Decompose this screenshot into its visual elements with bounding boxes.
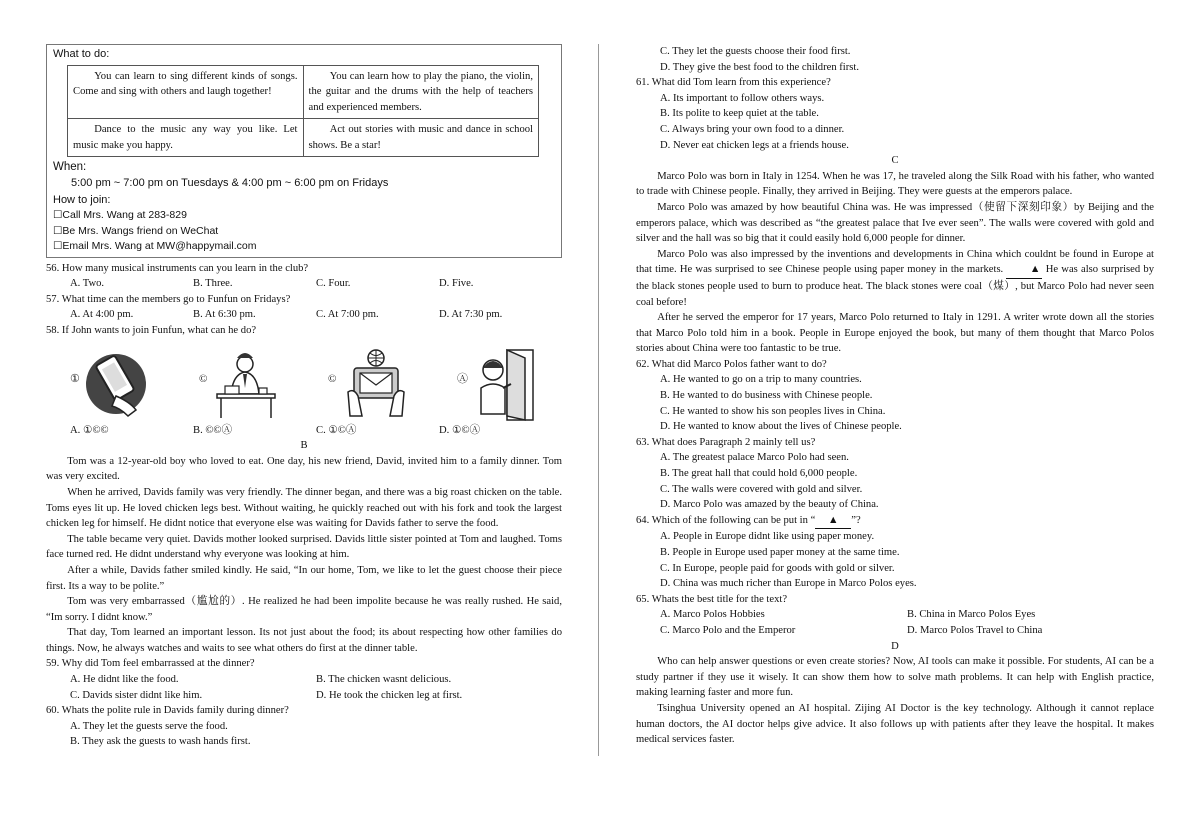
option-a[interactable]: A. The greatest palace Marco Polo had seen. <box>660 452 849 464</box>
options <box>636 607 1154 623</box>
option-b[interactable]: B. He wanted to do business with Chinese people. <box>660 390 873 402</box>
question-64 <box>636 513 1154 592</box>
what-to-do-label: What to do: <box>53 48 110 60</box>
option-d[interactable]: D. At 7:30 pm. <box>439 309 503 321</box>
picture-label: Ⓐ <box>457 372 468 385</box>
paragraph: That day, Tom learned an important lesson. Its not just about the food; its about respecting how other families do things. Now, he always watches and waits to see what others do first at the dinner table. <box>46 627 562 654</box>
picture-row <box>46 343 562 423</box>
section-letter-b: B <box>300 440 308 452</box>
question-stem: 61. What did Tom learn from this experience? <box>636 77 831 89</box>
email-tablet-icon <box>344 348 408 420</box>
option-b[interactable]: B. ©©Ⓐ <box>193 424 233 436</box>
activity-cell: You can learn how to play the piano, the violin, the guitar and the drums with the help of teachers and experienced members. <box>303 65 539 119</box>
option-b[interactable]: B. Three. <box>193 278 233 290</box>
question-59 <box>46 656 562 703</box>
left-column <box>46 44 562 750</box>
question-stem: 58. If John wants to join Funfun, what can he do? <box>46 324 257 336</box>
option-d[interactable]: D. China was much richer than Europe in Marco Polos eyes. <box>660 578 917 590</box>
picture-calling <box>175 344 304 422</box>
option-c[interactable]: C. He wanted to show his son peoples lives in China. <box>660 405 886 417</box>
option-d[interactable]: D. Five. <box>439 278 474 290</box>
option-d[interactable]: D. They give the best food to the children first. <box>660 61 859 73</box>
paragraph: Marco Polo was born in Italy in 1254. When he was 17, he traveled along the Silk Road with his father, who wanted to trade with Chinese people. Finally, they arrived in Beijing. They were guests at the emperors palace. <box>636 170 1154 198</box>
join-method: ☐Be Mrs. Wangs friend on WeChat <box>53 224 219 237</box>
question-stem: 60. Whats the polite rule in Davids family during dinner? <box>46 705 289 717</box>
paragraph: Tom was a 12-year-old boy who loved to eat. One day, his new friend, David, invited him to a family dinner. Tom was very excited. <box>46 455 562 483</box>
question-stem: 56. How many musical instruments can you learn in the club? <box>46 262 309 274</box>
option-a[interactable]: A. Marco Polos Hobbies <box>660 609 765 621</box>
passage-d <box>636 654 1154 748</box>
boy-door-icon <box>473 348 537 422</box>
picture-label: © <box>328 372 337 385</box>
paragraph <box>636 247 1154 310</box>
option-b[interactable]: B. China in Marco Polos Eyes <box>907 609 1036 621</box>
options <box>46 672 562 688</box>
paragraph: Tsinghua University opened an AI hospital. Zijing AI Doctor is the key technology. Although it cannot replace human doctors, the AI doctor helps give advice. It also follows up with patients after they leave the hospital. It makes medical services faster. <box>636 702 1154 746</box>
section-letter-d: D <box>891 640 899 652</box>
option-c[interactable]: C. ①©Ⓐ <box>316 424 357 436</box>
how-to-join-label: How to join: <box>53 194 111 207</box>
phone-hand-icon <box>86 348 150 418</box>
club-ad-box <box>46 44 562 258</box>
option-d[interactable]: D. Marco Polo was amazed by the beauty of China. <box>660 499 879 511</box>
option-d[interactable]: D. Marco Polos Travel to China <box>907 624 1043 636</box>
options <box>46 276 562 292</box>
options <box>636 623 1154 639</box>
option-b[interactable]: B. The great hall that could hold 6,000 people. <box>660 468 858 480</box>
join-method: ☐Email Mrs. Wang at MW@happymail.com <box>53 240 257 253</box>
question-stem: 64. Which of the following can be put in “ ▲ ”? <box>636 513 1154 530</box>
picture-label: © <box>199 372 208 385</box>
option-a[interactable]: A. People in Europe didnt like using paper money. <box>660 531 875 543</box>
options <box>46 688 562 704</box>
when-text: 5:00 pm ~ 7:00 pm on Tuesdays & 4:00 pm ~ 6:00 pm on Fridays <box>71 177 389 190</box>
question-stem: 63. What does Paragraph 2 mainly tell us? <box>636 436 816 448</box>
question-stem: 57. What time can the members go to Funfun on Fridays? <box>46 293 291 305</box>
question-61 <box>636 75 1154 153</box>
option-a[interactable]: A. They let the guests serve the food. <box>70 720 228 732</box>
paragraph: After a while, Davids father smiled kindly. He said, “In our home, Tom, we like to let the guest choose their piece first. Its a way to be polite.” <box>46 564 562 592</box>
option-c[interactable]: C. Davids sister didnt like him. <box>70 689 203 701</box>
option-d[interactable]: D. Never eat chicken legs at a friends house. <box>660 139 849 151</box>
question-stem: 59. Why did Tom feel embarrassed at the dinner? <box>46 658 255 670</box>
option-b[interactable]: B. The chicken wasnt delicious. <box>316 674 452 686</box>
option-c[interactable]: C. They let the guests choose their food first. <box>660 46 851 57</box>
column-divider <box>598 44 599 756</box>
passage-c <box>636 169 1154 357</box>
paragraph: Tom was very embarrassed（尴尬的）. He realized he had been impolite because he was really rushed. He said, “Im sorry. I didnt know.” <box>46 596 562 623</box>
paragraph: After he served the emperor for 17 years, Marco Polo returned to Italy in 1291. A writer wrote down all the stories that Marco Polo told him in a book. People in Europe enjoyed the book, but many of them thought that Marco Polos stories about China were too fantastic to be true. <box>636 312 1154 355</box>
option-d[interactable]: D. ①©Ⓐ <box>439 424 481 436</box>
option-a[interactable]: A. He wanted to go on a trip to many countries. <box>660 374 862 386</box>
section-letter-c: C <box>891 155 899 167</box>
question-57 <box>46 292 562 323</box>
option-a[interactable]: A. ①©© <box>70 424 109 436</box>
paragraph: Marco Polo was amazed by how beautiful China was. He was impressed（使留下深刻印象）by Beijing and the emperors palace, which was described as “the greatest palace that Ive ever seen”. The walls were covered with gold and silver and the hall was so big that it could easily hold 6,000 people for dinner. <box>636 201 1154 245</box>
right-column <box>636 44 1154 748</box>
paragraph: Who can help answer questions or even create stories? Now, AI tools can make it possible. For students, AI can be a study partner if they use it wisely. It can show them how to solve math problems. It can help with English practice, making learning faster and more fun. <box>636 656 1154 699</box>
option-d[interactable]: D. He took the chicken leg at first. <box>316 689 463 701</box>
join-method: ☐Call Mrs. Wang at 283-829 <box>53 209 187 222</box>
activity-cell: Dance to the music any way you like. Let music make you happy. <box>68 119 304 157</box>
option-b[interactable]: B. They ask the guests to wash hands first. <box>70 736 251 748</box>
option-a[interactable]: A. He didnt like the food. <box>70 674 179 686</box>
question-63 <box>636 435 1154 513</box>
question-stem: 65. Whats the best title for the text? <box>636 593 788 605</box>
passage-b <box>46 454 562 657</box>
option-c[interactable]: C. At 7:00 pm. <box>316 309 379 321</box>
activity-cell: Act out stories with music and dance in school shows. Be a star! <box>303 119 539 157</box>
question-56 <box>46 261 562 292</box>
option-c[interactable]: C. The walls were covered with gold and silver. <box>660 483 863 495</box>
option-b[interactable]: B. Its polite to keep quiet at the table. <box>660 108 819 120</box>
question-stem: 62. What did Marco Polos father want to do? <box>636 358 827 370</box>
blank-marker: ▲ <box>1006 262 1042 279</box>
option-c[interactable]: C. Always bring your own food to a dinner. <box>660 123 845 135</box>
option-c[interactable]: C. In Europe, people paid for goods with gold or silver. <box>660 562 895 574</box>
question-62 <box>636 357 1154 435</box>
question-65 <box>636 592 1154 639</box>
picture-phone <box>46 344 175 422</box>
blank-marker: ▲ <box>815 513 851 530</box>
picture-door <box>433 344 562 422</box>
paragraph: When he arrived, Davids family was very friendly. The dinner began, and there was a big roast chicken on the table. Toms eyes lit up. He loved chicken legs best. Without waiting, he quickly reached out with his fork and took the largest chicken leg for himself. He didnt notice that everyone else was waiting for Davids father to serve the food. <box>46 486 562 530</box>
options <box>46 423 562 439</box>
option-c[interactable]: C. Four. <box>316 278 351 290</box>
picture-label: ① <box>70 372 80 385</box>
option-c[interactable]: C. Marco Polo and the Emperor <box>660 624 796 636</box>
paragraph: The table became very quiet. Davids mother looked surprised. Davids little sister pointed at Tom and laughed. Toms face turned red. He didnt understand why everyone was looking at him. <box>46 533 562 561</box>
person-telephone-icon <box>215 348 279 420</box>
option-b[interactable]: B. At 6:30 pm. <box>193 309 256 321</box>
paragraph-text: Marco Polo was also impressed by the inventions and developments in China which couldnt be found in Europe at that time. He was surprised to see Chinese people using paper money in the markets. <box>636 248 1154 276</box>
option-a[interactable]: A. At 4:00 pm. <box>70 309 134 321</box>
options <box>46 307 562 323</box>
picture-email <box>304 344 433 422</box>
option-b[interactable]: B. People in Europe used paper money at the same time. <box>660 547 900 558</box>
when-label: When: <box>53 161 87 174</box>
question-60 <box>46 703 562 750</box>
paragraph-text: He was also surprised by the black stones people used to burn to produce heat. The black stones were coal（煤）, but Marco Polo had never seen coal before! <box>636 264 1155 308</box>
option-a[interactable]: A. Its important to follow others ways. <box>660 92 825 104</box>
question-58 <box>46 323 562 438</box>
activity-cell: You can learn to sing different kinds of songs. Come and sing with others and laugh together! <box>68 65 304 119</box>
option-a[interactable]: A. Two. <box>70 278 105 290</box>
activities-table <box>67 65 539 158</box>
option-d[interactable]: D. He wanted to know about the lives of Chinese people. <box>660 421 902 433</box>
